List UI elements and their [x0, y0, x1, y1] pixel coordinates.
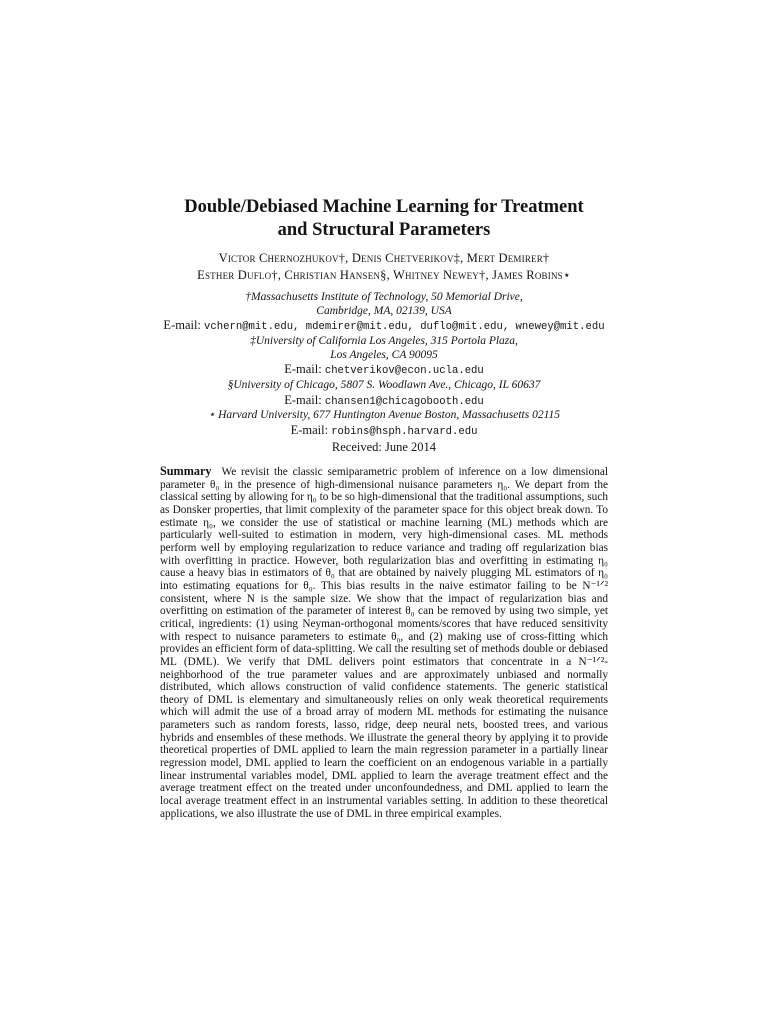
affiliation-harvard: ⋆ Harvard University, 677 Huntington Avenue Boston, Massachusetts 02115: [208, 409, 560, 422]
email-mit: [100, 318, 668, 335]
email-mit-addresses: vchern@mit.edu, mdemirer@mit.edu, duflo@mit.edu, wnewey@mit.edu: [204, 321, 605, 334]
summary-text: We revisit the classic semiparametric problem of inference on a low dimensional parameter θ₀ in the presence of high-dimensional nuisance parameters η₀. We depart from the classical setting by allowing for η₀ to be so high-dimensional that the traditional assumptions, such as Donsker properties, that limit complexity of the parameter space for this object break down. To estimate η₀, we consider the use of statistical or machine learning (ML) methods which are particularly well-suited to estimation in modern, very high-dimensional cases. ML methods perform well by employing regularization to reduce variance and trading off regularization bias with overfitting in practice. However, both regularization bias and overfitting in estimating η₀ cause a heavy bias in estimators of θ₀ that are obtained by naively plugging ML estimators of η₀ into estimating equations for θ₀. This bias results in the naive estimator failing to be N⁻¹ᐟ² consistent, where N is the sample size. We show that the impact of regularization bias and overfitting on estimation of the parameter of interest θ₀ can be removed by using two simple, yet critical, ingredients: (1) using Neyman-orthogonal moments/scores that have reduced sensitivity with respect to nuisance parameters to estimate θ₀, and (2) making use of cross-fitting which provides an efficient form of data-splitting. We call the resulting set of methods double or debiased ML (DML). We verify that DML delivers point estimators that concentrate in a N⁻¹ᐟ²-neighborhood of the true parameter values and are approximately unbiased and normally distributed, which allows construction of valid confidence statements. The generic statistical theory of DML is elementary and simultaneously relies on only weak theoretical requirements which will admit the use of a broad array of modern ML methods for estimating the nuisance parameters such as random forests, lasso, ridge, deep neural nets, boosted trees, and various hybrids and ensembles of these methods. We illustrate the general theory by applying it to provide theoretical properties of DML applied to learn the main regression parameter in a partially linear regression model, DML applied to learn the coefficient on an endogenous variable in a partially linear instrumental variables model, DML applied to learn the average treatment effect and the average treatment effect on the treated under unconfoundedness, and DML applied to learn the local average treatment effect in an instrumental variables setting. In addition to these theoretical applications, we also illustrate the use of DML in three empirical examples.: [160, 466, 608, 820]
email-chicago: [100, 393, 668, 410]
title-line-2: and Structural Parameters: [277, 220, 491, 240]
affiliations: [100, 291, 668, 455]
received-date: Received: June 2014: [331, 440, 437, 455]
affiliation-mit-line-2: Cambridge, MA, 02139, USA: [316, 304, 452, 317]
email-label: E-mail:: [290, 422, 332, 437]
summary-label: Summary: [160, 464, 212, 478]
affiliation-ucla-line-1: ‡University of California Los Angeles, 315 Portola Plaza,: [250, 334, 518, 347]
affiliation-ucla-line-2: Los Angeles, CA 90095: [330, 348, 438, 361]
affiliation-chicago: §University of Chicago, 5807 S. Woodlawn Ave., Chicago, IL 60637: [227, 378, 541, 391]
affiliation-mit-line-1: †Massachusetts Institute of Technology, 50 Memorial Drive,: [245, 291, 523, 303]
email-ucla-address: chetverikov@econ.ucla.edu: [324, 365, 484, 378]
email-harvard: [100, 423, 668, 440]
email-label: E-mail:: [163, 318, 205, 333]
email-label: E-mail:: [284, 392, 325, 407]
authors-line-1: Victor Chernozhukov†, Denis Chetverikov‡, Mert Demirer†: [218, 251, 550, 265]
title-line-1: Double/Debiased Machine Learning for Treatment: [184, 197, 584, 217]
summary-abstract: [160, 465, 608, 820]
email-label: E-mail:: [284, 362, 325, 377]
email-harvard-address: robins@hsph.harvard.edu: [331, 425, 478, 438]
paper-title: [120, 196, 648, 242]
email-ucla: [100, 362, 668, 379]
email-chicago-address: chansen1@chicagobooth.edu: [324, 395, 484, 408]
authors-line-2: Esther Duflo†, Christian Hansen§, Whitney Newey†, James Robins⋆: [197, 268, 571, 282]
author-list: [110, 250, 658, 284]
